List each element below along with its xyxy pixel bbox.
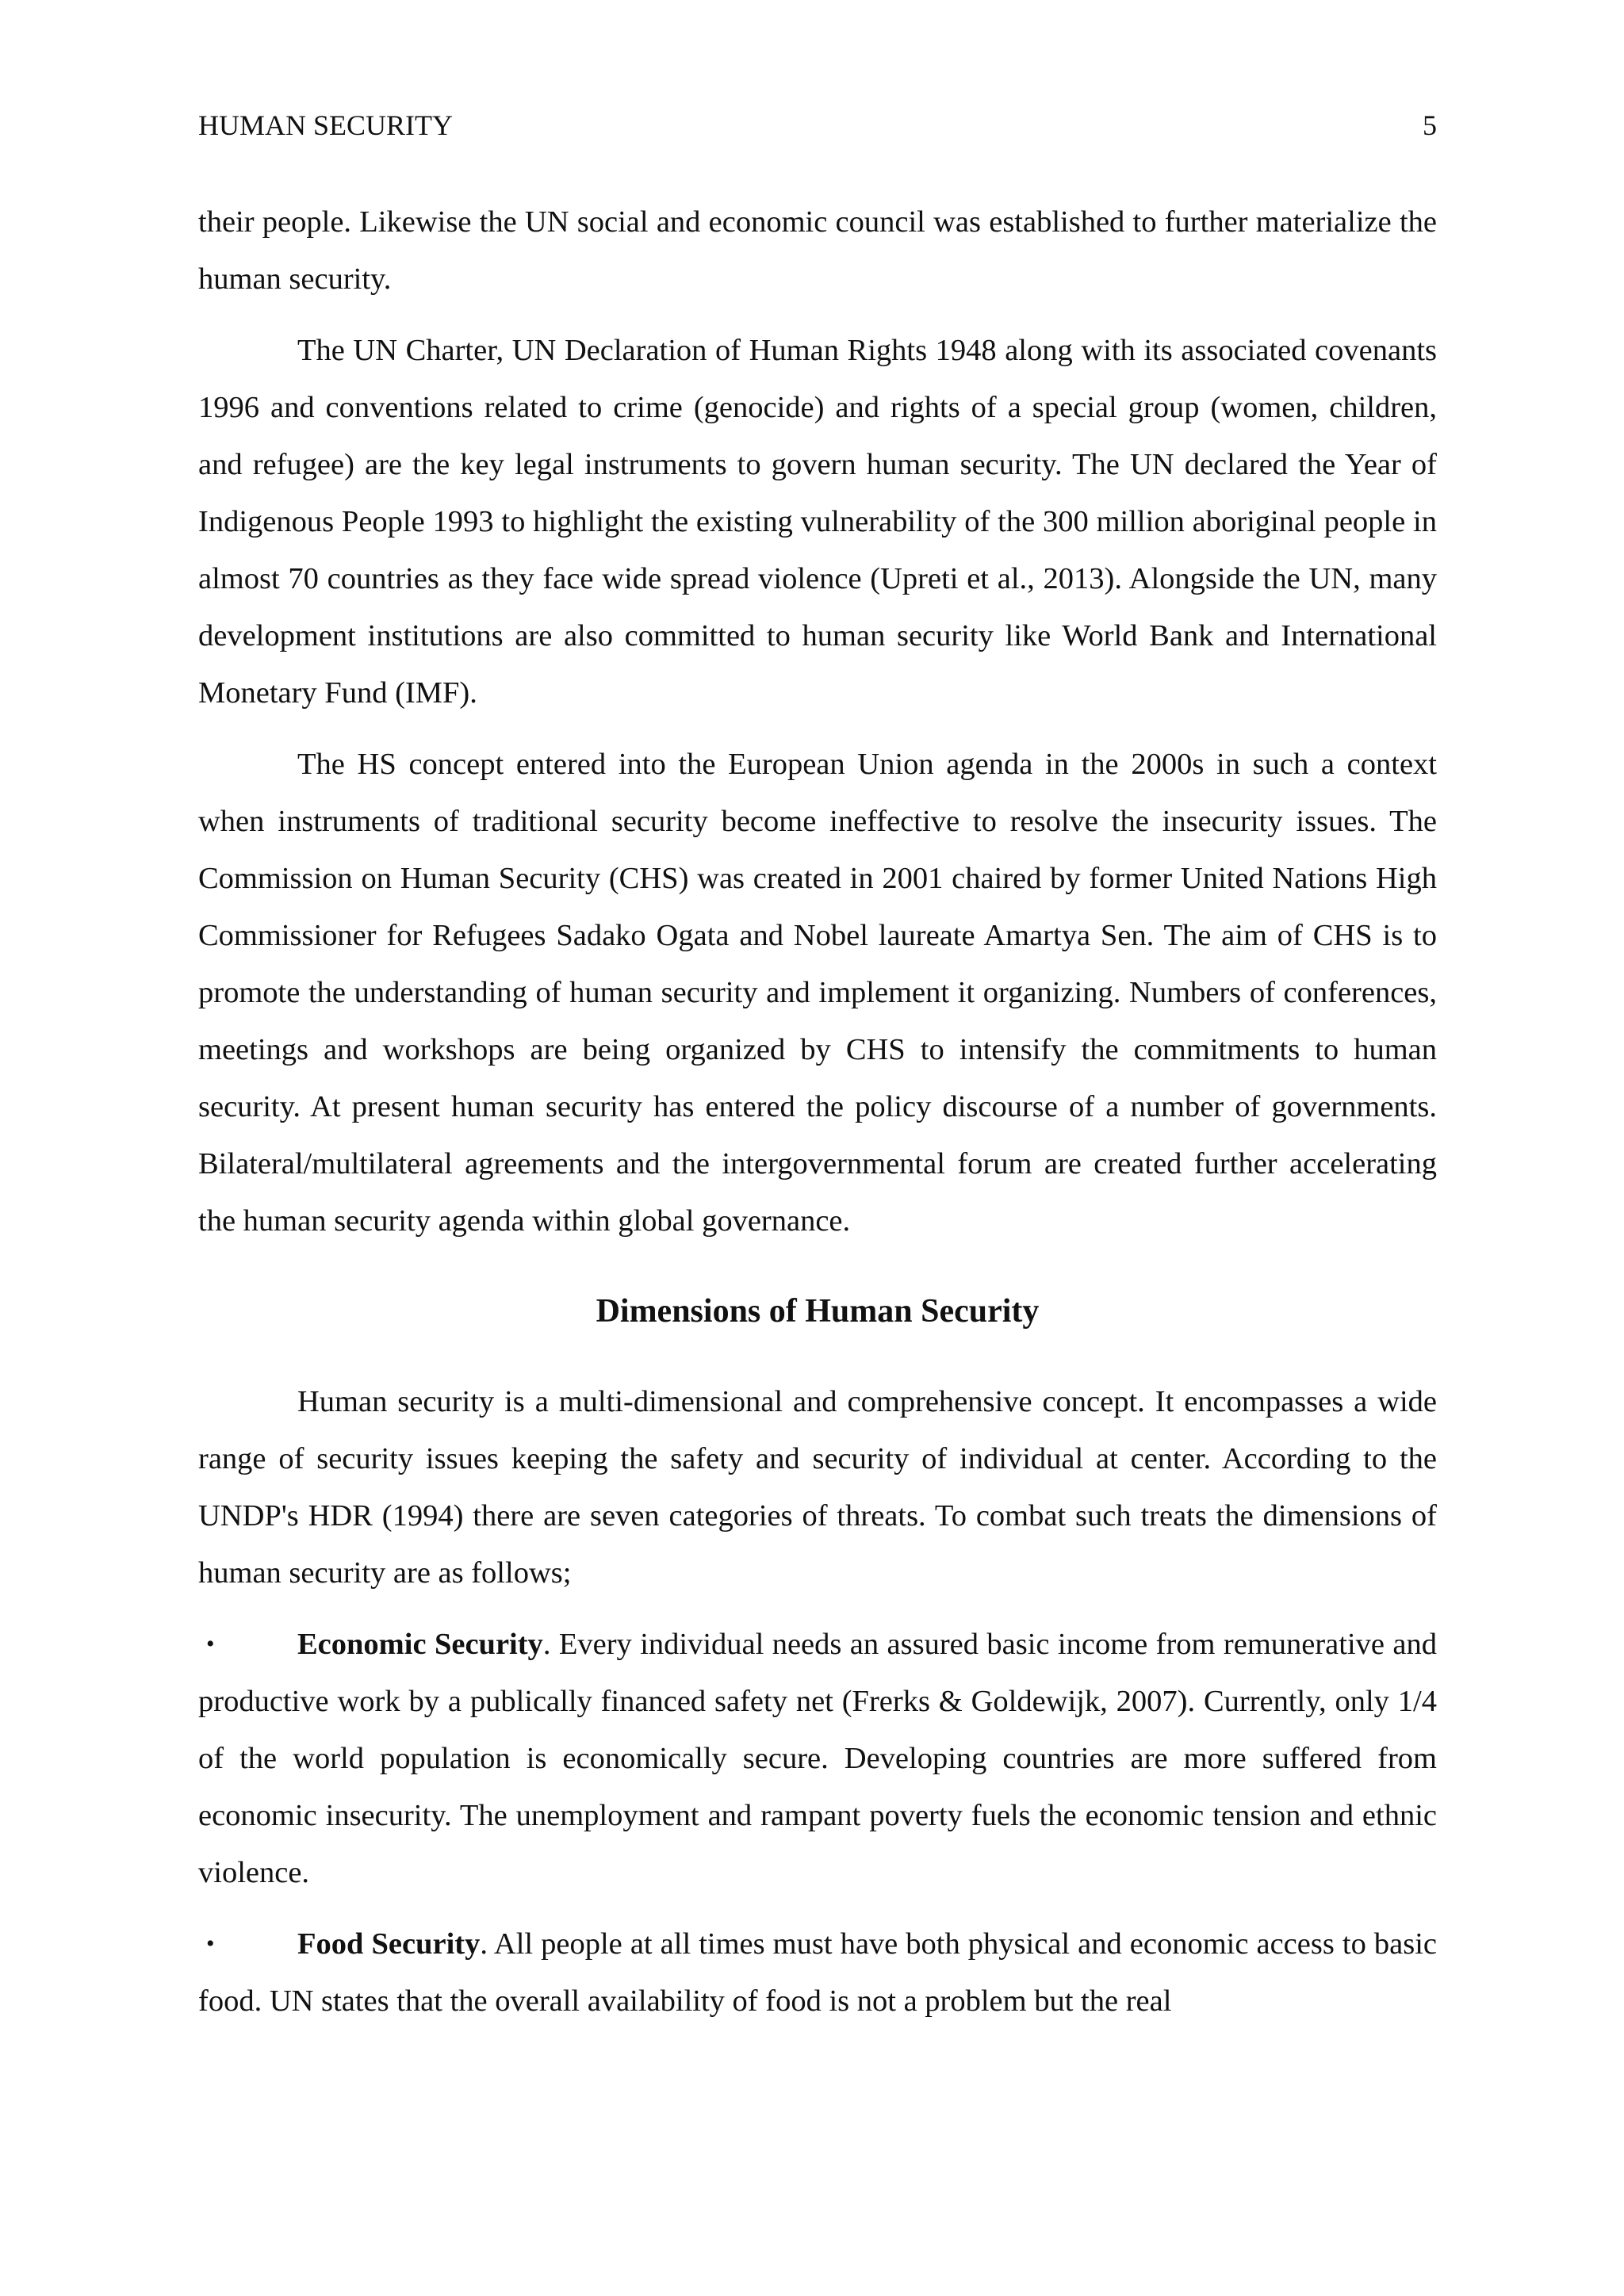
bullet-term: Food Security: [297, 1927, 481, 1961]
paragraph-3: The HS concept entered into the European Union agenda in the 2000s in such a context when instruments of traditional security become ineffective to resolve the insecurity issues. The Commission on Human Security (CHS) was created in 2001 chaired by former United Nations High Commissioner for Refugees Sadako Ogata and Nobel laureate Amartya Sen. The aim of CHS is to promote the understanding of human security and implement it organizing. Numbers of conferences, meetings and workshops are being organized by CHS to intensify the commitments to human security. At present human security has entered the policy discourse of a number of governments. Bilateral/multilateral agreements and the intergovernmental forum are created further accelerating the human security agenda within global governance.: [198, 748, 1437, 1238]
section-heading: Dimensions of Human Security: [596, 1293, 1040, 1330]
bullet-text: . Every individual needs an assured basic income from remunerative and productive work by a publically financed safety net (Frerks & Goldewijk, 2007). Currently, only 1/4 of the world population is economically secure. Developing countries are more suffered from economic insecurity. The unemployment and rampant poverty fuels the economic tension and ethnic violence.: [198, 1628, 1438, 1889]
bullet-text: . All people at all times must have both physical and economic access to basic food. UN states that the overall availability of food is not a problem but the real: [198, 1927, 1437, 2018]
paragraph-2: The UN Charter, UN Declaration of Human Rights 1948 along with its associated covenants 1996 and conventions related to crime (genocide) and rights of a special group (women, children, and refugee) are the key legal instruments to govern human security. The UN declared the Year of Indigenous People 1993 to highlight the existing vulnerability of the 300 million aboriginal people in almost 70 countries as they face wide spread violence (Upreti et al., 2013). Alongside the UN, many development institutions are also committed to human security like World Bank and International Monetary Fund (IMF).: [198, 334, 1437, 710]
bullet-item-food-security: [198, 1915, 1437, 2030]
running-head-title: HUMAN SECURITY: [198, 109, 454, 141]
paragraph-4: Human security is a multi-dimensional and comprehensive concept. It encompasses a wide range of security issues keeping the safety and security of individual at center. According to the UNDP's HDR (1994) there are seven categories of threats. To combat such treats the dimensions of human security are as follows;: [198, 1385, 1437, 1590]
paragraph-1: their people. Likewise the UN social and economic council was established to further materialize the human security.: [198, 205, 1437, 296]
bullet-marker: •: [206, 1931, 215, 1957]
bullet-term: Economic Security: [297, 1628, 543, 1661]
page-number: 5: [1423, 109, 1437, 141]
bullet-marker: •: [206, 1631, 215, 1657]
body-text: [198, 193, 1437, 2044]
bullet-item-economic-security: [198, 1616, 1437, 1901]
running-header: [198, 108, 1437, 143]
